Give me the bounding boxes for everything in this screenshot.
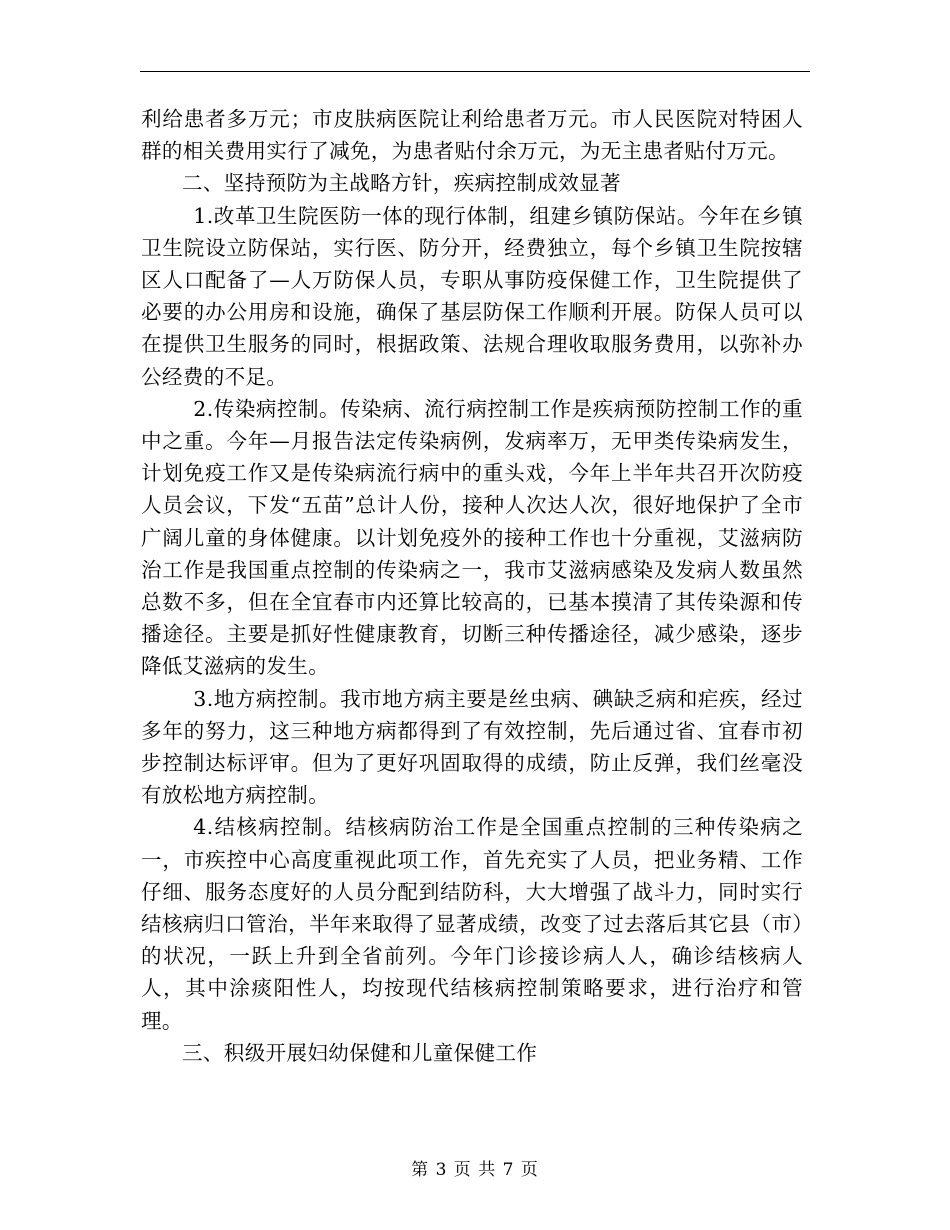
paragraph-item-1: 1.改革卫生院医防一体的现行体制，组建乡镇防保站。今年在乡镇卫生院设立防保站，实行医、防分开，经费独立，每个乡镇卫生院按辖区人口配备了—人万防保人员，专职从事防疫保健工作，卫生院提供了必要的办公用房和设施，确保了基层防保工作顺利开展。防保人员可以在提供卫生服务的同时，根据政策、法规合理收取服务费用，以弥补办公经费的不足。 [141,203,803,389]
paragraph-continuation: 利给患者多万元；市皮肤病医院让利给患者万元。市人民医院对特困人群的相关费用实行了减免，为患者贴付余万元，为无主患者贴付万元。 [141,107,803,164]
section-heading-3: 三、积级开展妇幼保健和儿童保健工作 [182,1040,538,1065]
section-heading-2: 二、坚持预防为主战略方针，疾病控制成效显著 [182,171,621,196]
header-rule [140,71,810,72]
paragraph-item-3: 3.地方病控制。我市地方病主要是丝虫病、碘缺乏病和疟疾，经过多年的努力，这三种地方病都得到了有效控制，先后通过省、宜春市初步控制达标评审。但为了更好巩固取得的成绩，防止反弹，我们丝毫没有放松地方病控制。 [141,686,803,808]
paragraph-item-2: 2.传染病控制。传染病、流行病控制工作是疾病预防控制工作的重中之重。今年—月报告法定传染病例，发病率万，无甲类传染病发生，计划免疫工作又是传染病流行病中的重头戏，今年上半年共召开次防疫人员会议，下发“五苗”总计人份，接种人次达人次，很好地保护了全市广阔儿童的身体健康。以计划免疫外的接种工作也十分重视，艾滋病防治工作是我国重点控制的传染病之一，我市艾滋病感染及发病人数虽然总数不多，但在全宜春市内还算比较高的，已基本摸清了其传染源和传播途径。主要是抓好性健康教育，切断三种传播途径，减少感染，逐步降低艾滋病的发生。 [141,396,803,679]
paragraph-item-4: 4.结核病控制。结核病防治工作是全国重点控制的三种传染病之一，市疾控中心高度重视此项工作，首先充实了人员，把业务精、工作仔细、服务态度好的人员分配到结防科，大大增强了战斗力，同时实行结核病归口管治，半年来取得了显著成绩，改变了过去落后其它县（市）的状况，一跃上升到全省前列。今年门诊接诊病人人，确诊结核病人人，其中涂痰阳性人，均按现代结核病控制策略要求，进行治疗和管理。 [141,815,803,1033]
page-number-footer: 第 3 页 共 7 页 [411,1160,539,1180]
body-text [141,103,803,1069]
